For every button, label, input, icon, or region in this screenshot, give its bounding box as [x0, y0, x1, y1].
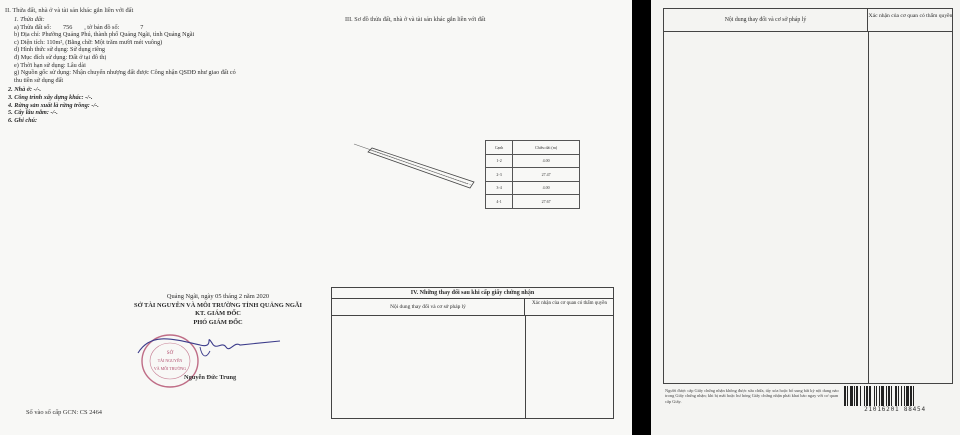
construction-line: 3. Công trình xây dựng khác: -/-. — [8, 93, 93, 101]
length-cell: 4.00 — [513, 181, 580, 195]
address-line: b) Địa chỉ: Phường Quảng Phú, thành phố Quảng Ngãi, tỉnh Quảng Ngãi — [14, 31, 195, 39]
deputy-director-title: PHÓ GIÁM ĐỐC — [193, 318, 243, 326]
registry-number: Số vào sổ cấp GCN: CS 2464 — [26, 409, 102, 416]
length-cell: 27.47 — [513, 168, 580, 182]
changes-table — [331, 287, 614, 419]
purpose-line: đ) Mục đích sử dụng: Đất ở tại đô thị — [14, 53, 107, 61]
table-row — [486, 168, 580, 182]
authority-column-header: Xác nhận của cơ quan có thẩm quyền — [868, 9, 953, 32]
parcel-label: a) Thửa đất số: — [14, 23, 52, 31]
column-divider — [868, 32, 869, 384]
edge-cell: 4-1 — [486, 195, 513, 209]
edge-cell: 1-2 — [486, 154, 513, 168]
land-heading: 1. Thửa đất: — [14, 16, 45, 23]
svg-text:VÀ MÔI TRƯỜNG: VÀ MÔI TRƯỜNG — [153, 366, 187, 371]
table-header-row — [486, 141, 580, 155]
trees-line: 5. Cây lâu năm: -/-. — [8, 109, 58, 117]
barcode-icon — [843, 386, 947, 408]
authority-column-header: Xác nhận của cơ quan có thẩm quyền — [525, 299, 614, 316]
land-details — [8, 16, 314, 124]
kt-title: KT. GIÁM ĐỐC — [195, 310, 241, 318]
edge-cell: 2-3 — [486, 168, 513, 182]
section-2-title: II. Thửa đất, nhà ở và tài sản khác gắn liền với đất — [5, 7, 134, 14]
certificate-page-right — [651, 0, 960, 435]
barcode-number: 21016201 88454 — [864, 406, 926, 413]
length-cell: 4.00 — [513, 154, 580, 168]
changes-column-header: Nội dung thay đổi và cơ sở pháp lý — [332, 299, 525, 316]
changes-column-header: Nội dung thay đổi và cơ sở pháp lý — [664, 9, 868, 32]
svg-text:SỞ: SỞ — [166, 351, 174, 356]
map-sheet-number: 7 — [140, 23, 144, 31]
usage-note: Người được cấp Giấy chứng nhận không được sửa chữa, tẩy xóa hoặc bổ sung bất kỳ nội dung nào trong Giấy chứng nhận; khi bị mất hoặc hư hỏng Giấy chứng nhận phải khai báo ngay với cơ quan cấp Giấy. — [665, 388, 839, 404]
section-4-title: IV. Những thay đổi sau khi cấp giấy chứng nhận — [332, 288, 613, 299]
issuing-authority: SỞ TÀI NGUYÊN VÀ MÔI TRƯỜNG TỈNH QUẢNG NGÃI — [134, 301, 302, 309]
changes-table-continued — [663, 8, 953, 384]
header-edge: Cạnh — [486, 141, 513, 155]
area-line: c) Diện tích: 110m², (Bằng chữ: Một trăm mười mét vuông) — [14, 38, 163, 46]
origin-line: g) Nguồn gốc sử dụng: Nhận chuyển nhượng đất được Công nhận QSDĐ như giao đất có — [14, 69, 236, 77]
duration-line: e) Thời hạn sử dụng: Lâu dài — [14, 61, 86, 69]
forest-line: 4. Rừng sản xuất là rừng trồng: -/-. — [8, 101, 99, 109]
signer-name: Nguyễn Đức Trung — [184, 374, 237, 381]
parcel-number: 756 — [63, 23, 73, 31]
house-line: 2. Nhà ở: -/-. — [8, 86, 42, 94]
parcel-sketch — [350, 138, 490, 198]
length-cell: 27.67 — [513, 195, 580, 209]
origin-line-2: thu tiền sử dụng đất — [14, 76, 64, 84]
edge-cell: 3-4 — [486, 181, 513, 195]
section-3-title: III. Sơ đồ thửa đất, nhà ở và tài sản khác gắn liền với đất — [345, 16, 486, 23]
usage-form-line: d) Hình thức sử dụng: Sử dụng riêng — [14, 46, 106, 54]
map-sheet-label: , tờ bản đồ số: — [84, 23, 120, 31]
parcel-line — [14, 24, 314, 32]
parcel-outline — [368, 148, 474, 188]
notes-line: 6. Ghi chú: — [8, 116, 38, 124]
svg-text:TÀI NGUYÊN: TÀI NGUYÊN — [157, 358, 183, 363]
column-divider — [525, 316, 526, 419]
table-row — [486, 195, 580, 209]
edge-length-table — [485, 140, 580, 209]
header-length: Chiều dài (m) — [513, 141, 580, 155]
table-row — [486, 154, 580, 168]
table-row — [486, 181, 580, 195]
issue-date: Quảng Ngãi, ngày 05 tháng 2 năm 2020 — [166, 293, 270, 300]
